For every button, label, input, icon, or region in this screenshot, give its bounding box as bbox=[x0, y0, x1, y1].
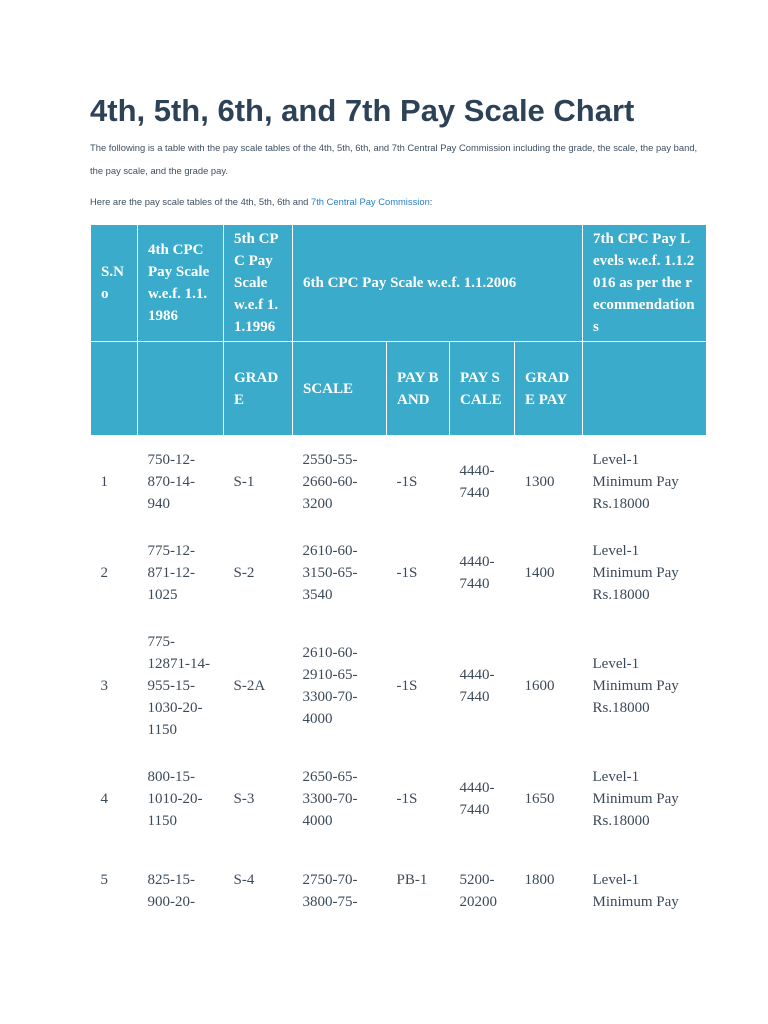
cell-grade: S-2A bbox=[233, 677, 266, 694]
cell-grade-pay: 1300 bbox=[524, 473, 555, 490]
header-grade: GRADE bbox=[224, 342, 293, 436]
cell-sno: 1 bbox=[100, 473, 108, 490]
cell-grade-pay: 1600 bbox=[524, 677, 555, 694]
cell-pay-band: PB-1 bbox=[396, 872, 428, 888]
header-scale: SCALE bbox=[293, 342, 387, 436]
page-title: 4th, 5th, 6th, and 7th Pay Scale Chart bbox=[90, 93, 635, 128]
cell-level: Level-1 Minimum Pay Rs.18000 bbox=[592, 655, 679, 716]
table-row bbox=[91, 436, 707, 528]
cell-sno: 5 bbox=[100, 872, 108, 888]
table-row bbox=[91, 618, 707, 753]
cell-pay-scale: 4440-7440 bbox=[459, 553, 495, 592]
cell-pay-scale: 5200-20200 bbox=[459, 872, 497, 910]
cell-scale: 2650-65-3300-70-4000 bbox=[302, 768, 358, 829]
cell-level: Level-1 Minimum Pay Rs.18000 bbox=[592, 768, 679, 829]
cell-sno: 4 bbox=[100, 790, 108, 807]
cell-scale: 2750-70-3800-75- bbox=[302, 872, 358, 910]
lead-text: Here are the pay scale tables of the 4th, 5th, 6th and bbox=[90, 196, 311, 207]
table-row bbox=[91, 527, 707, 618]
cell-sno: 2 bbox=[100, 564, 108, 581]
cell-pay-scale: 4440-7440 bbox=[459, 779, 495, 818]
article bbox=[90, 92, 706, 913]
cell-cpc4: 775-12-871-12-1025 bbox=[147, 542, 195, 603]
pay-scale-table bbox=[90, 224, 707, 913]
header-cpc5: 5th CPC Pay Scale w.e.f 1.1.1996 bbox=[224, 225, 293, 342]
cell-cpc4: 825-15-900-20- bbox=[147, 872, 195, 910]
cell-pay-band: -1S bbox=[396, 790, 418, 807]
header-sno: S.No bbox=[91, 225, 138, 342]
cell-pay-band: -1S bbox=[396, 473, 418, 490]
cell-pay-band: -1S bbox=[396, 564, 418, 581]
cell-pay-scale: 4440-7440 bbox=[459, 462, 495, 501]
header-cpc4: 4th CPC Pay Scale w.e.f. 1.1.1986 bbox=[138, 225, 224, 342]
lead-paragraph bbox=[90, 194, 706, 210]
cell-grade: S-3 bbox=[233, 790, 255, 807]
cell-grade: S-2 bbox=[233, 564, 255, 581]
header-empty-sno bbox=[91, 342, 138, 436]
header-pay-scale: PAY SCALE bbox=[450, 342, 515, 436]
cell-scale: 2610-60-2910-65-3300-70-4000 bbox=[302, 644, 358, 727]
cell-scale: 2550-55-2660-60-3200 bbox=[302, 451, 358, 512]
cell-grade-pay: 1400 bbox=[524, 564, 555, 581]
cell-pay-band: -1S bbox=[396, 677, 418, 694]
cell-cpc4: 750-12-870-14-940 bbox=[147, 451, 195, 512]
cell-level: Level-1 Minimum Pay Rs.18000 bbox=[592, 451, 679, 512]
cell-level: Level-1 Minimum Pay Rs.18000 bbox=[592, 542, 679, 603]
cell-grade-pay: 1800 bbox=[524, 872, 555, 888]
header-row-top bbox=[91, 225, 707, 342]
intro-paragraph: The following is a table with the pay scale tables of the 4th, 5th, 6th, and 7th Central Pay Commission including the grade, the scale, the pay band, the pay scale, and the grade pay. bbox=[90, 142, 698, 176]
header-cpc6: 6th CPC Pay Scale w.e.f. 1.1.2006 bbox=[293, 225, 583, 342]
cell-pay-scale: 4440-7440 bbox=[459, 666, 495, 705]
cell-grade-pay: 1650 bbox=[524, 790, 555, 807]
header-row-sub bbox=[91, 342, 707, 436]
table-row bbox=[91, 753, 707, 844]
cpc7-link[interactable]: 7th Central Pay Commission bbox=[310, 196, 430, 207]
header-pay-band: PAY BAND bbox=[387, 342, 450, 436]
cell-grade: S-1 bbox=[233, 473, 255, 490]
lead-suffix: : bbox=[429, 196, 433, 207]
cell-level: Level-1 Minimum Pay bbox=[592, 872, 679, 910]
header-empty-cpc4 bbox=[138, 342, 224, 436]
header-cpc7: 7th CPC Pay Levels w.e.f. 1.1.2016 as per the recommendations bbox=[583, 225, 707, 342]
cell-sno: 3 bbox=[100, 677, 108, 694]
cell-cpc4: 800-15-1010-20-1150 bbox=[147, 768, 203, 829]
table-row bbox=[91, 844, 707, 913]
header-empty-level bbox=[583, 342, 707, 436]
cell-grade: S-4 bbox=[233, 872, 255, 888]
cell-cpc4: 775-12871-14-955-15-1030-20-1150 bbox=[147, 633, 210, 738]
cell-scale: 2610-60-3150-65-3540 bbox=[302, 542, 358, 603]
header-grade-pay: GRADE PAY bbox=[515, 342, 583, 436]
